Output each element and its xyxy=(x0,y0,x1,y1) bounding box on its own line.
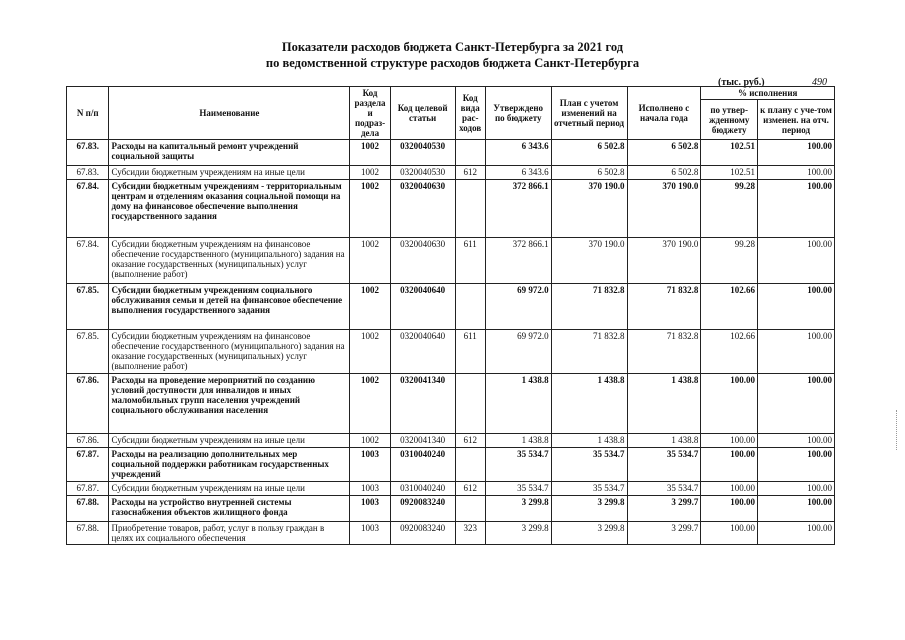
row-type-code xyxy=(455,496,485,522)
row-plan: 35 534.7 xyxy=(551,482,627,496)
row-pct-plan: 100.00 xyxy=(758,330,835,374)
row-name: Расходы на проведение мероприятий по созданию условий доступности для инвалидов и иных маломобильных групп населения учреждений социального обслуживания населения xyxy=(109,374,350,434)
row-pct-plan: 100.00 xyxy=(758,166,835,180)
row-plan: 35 534.7 xyxy=(551,448,627,482)
col-header-pct-plan: к плану с уче-том изменен. на отч. период xyxy=(758,100,835,140)
expenditure-table xyxy=(66,86,835,545)
row-approved: 372 866.1 xyxy=(485,238,551,284)
row-section-code: 1002 xyxy=(350,284,390,330)
row-type-code xyxy=(455,448,485,482)
row-target-code: 0920083240 xyxy=(390,496,455,522)
row-approved: 69 972.0 xyxy=(485,330,551,374)
row-section-code: 1002 xyxy=(350,330,390,374)
row-approved: 3 299.8 xyxy=(485,496,551,522)
row-target-code: 0320041340 xyxy=(390,374,455,434)
row-pct-plan: 100.00 xyxy=(758,140,835,166)
row-target-code: 0310040240 xyxy=(390,482,455,496)
col-header-pct-group: % исполнения xyxy=(701,87,835,100)
row-executed: 6 502.8 xyxy=(627,140,701,166)
row-plan: 1 438.8 xyxy=(551,374,627,434)
row-name: Расходы на капитальный ремонт учреждений социальной защиты xyxy=(109,140,350,166)
table-row xyxy=(67,496,835,522)
row-pct-plan: 100.00 xyxy=(758,482,835,496)
row-section-code: 1003 xyxy=(350,482,390,496)
row-num: 67.83. xyxy=(67,166,109,180)
table-row xyxy=(67,482,835,496)
row-name: Расходы на устройство внутренней системы газоснабжения объектов жилищного фонда xyxy=(109,496,350,522)
scan-artifact xyxy=(896,410,899,450)
document-title-line1: Показатели расходов бюджета Санкт-Петербурга за 2021 год xyxy=(281,40,624,54)
row-num: 67.85. xyxy=(67,284,109,330)
row-num: 67.85. xyxy=(67,330,109,374)
row-type-code: 611 xyxy=(455,330,485,374)
table-row xyxy=(67,374,835,434)
row-num: 67.88. xyxy=(67,522,109,545)
row-pct-plan: 100.00 xyxy=(758,238,835,284)
row-pct-approved: 102.51 xyxy=(701,166,758,180)
col-header-num: N п/п xyxy=(67,87,109,140)
row-num: 67.86. xyxy=(67,374,109,434)
row-pct-approved: 99.28 xyxy=(701,180,758,238)
row-approved: 35 534.7 xyxy=(485,482,551,496)
row-target-code: 0320041340 xyxy=(390,434,455,448)
row-name: Субсидии бюджетным учреждениям на финансовое обеспечение государственного (муниципального) задания на оказание государственных (муниципальных) услуг (выполнение работ) xyxy=(109,330,350,374)
row-executed: 71 832.8 xyxy=(627,284,701,330)
row-pct-approved: 100.00 xyxy=(701,522,758,545)
col-header-executed: Исполнено с начала года xyxy=(627,87,701,140)
row-name: Субсидии бюджетным учреждениям - территориальным центрам и отделениям оказания социальной помощи на дому на финансовое обеспечение выполнения государственного задания xyxy=(109,180,350,238)
col-header-target: Код целевой статьи xyxy=(390,87,455,140)
row-type-code: 323 xyxy=(455,522,485,545)
row-target-code: 0320040640 xyxy=(390,284,455,330)
row-pct-approved: 102.66 xyxy=(701,284,758,330)
row-num: 67.84. xyxy=(67,180,109,238)
row-pct-approved: 102.51 xyxy=(701,140,758,166)
col-header-section: Код раздела и подраз-дела xyxy=(350,87,390,140)
row-approved: 372 866.1 xyxy=(485,180,551,238)
row-approved: 35 534.7 xyxy=(485,448,551,482)
units-label: (тыс. руб.) xyxy=(718,77,765,88)
row-pct-plan: 100.00 xyxy=(758,522,835,545)
row-plan: 71 832.8 xyxy=(551,284,627,330)
row-name: Субсидии бюджетным учреждениям на финансовое обеспечение государственного (муниципального) задания на оказание государственных (муниципальных) услуг (выполнение работ) xyxy=(109,238,350,284)
table-row xyxy=(67,180,835,238)
row-executed: 370 190.0 xyxy=(627,180,701,238)
row-plan: 370 190.0 xyxy=(551,238,627,284)
row-section-code: 1002 xyxy=(350,166,390,180)
row-type-code: 612 xyxy=(455,166,485,180)
row-executed: 3 299.7 xyxy=(627,496,701,522)
row-executed: 35 534.7 xyxy=(627,482,701,496)
table-row xyxy=(67,522,835,545)
page-number: 490 xyxy=(812,77,827,88)
col-header-pct-approved: по утвер-жденному бюджету xyxy=(701,100,758,140)
row-pct-plan: 100.00 xyxy=(758,434,835,448)
row-executed: 370 190.0 xyxy=(627,238,701,284)
row-executed: 1 438.8 xyxy=(627,434,701,448)
row-pct-approved: 100.00 xyxy=(701,434,758,448)
row-section-code: 1003 xyxy=(350,448,390,482)
table-row xyxy=(67,434,835,448)
row-approved: 69 972.0 xyxy=(485,284,551,330)
row-pct-approved: 100.00 xyxy=(701,448,758,482)
row-section-code: 1002 xyxy=(350,238,390,284)
row-pct-approved: 99.28 xyxy=(701,238,758,284)
col-header-name: Наименование xyxy=(109,87,350,140)
row-type-code xyxy=(455,374,485,434)
col-header-approved: Утверждено по бюджету xyxy=(485,87,551,140)
col-header-type: Код вида рас-ходов xyxy=(455,87,485,140)
row-target-code: 0320040630 xyxy=(390,238,455,284)
row-type-code: 612 xyxy=(455,482,485,496)
table-row xyxy=(67,140,835,166)
row-name: Субсидии бюджетным учреждениям социального обслуживания семьи и детей на финансовое обеспечение выполнения государственного задания xyxy=(109,284,350,330)
table-row xyxy=(67,330,835,374)
table-row xyxy=(67,238,835,284)
table-body xyxy=(67,140,835,545)
row-plan: 1 438.8 xyxy=(551,434,627,448)
row-type-code xyxy=(455,140,485,166)
row-plan: 3 299.8 xyxy=(551,496,627,522)
row-num: 67.84. xyxy=(67,238,109,284)
row-name: Субсидии бюджетным учреждениям на иные цели xyxy=(109,434,350,448)
row-num: 67.88. xyxy=(67,496,109,522)
row-num: 67.87. xyxy=(67,482,109,496)
row-num: 67.86. xyxy=(67,434,109,448)
row-target-code: 0320040530 xyxy=(390,140,455,166)
row-plan: 3 299.8 xyxy=(551,522,627,545)
table-row xyxy=(67,284,835,330)
row-num: 67.87. xyxy=(67,448,109,482)
row-section-code: 1002 xyxy=(350,374,390,434)
row-type-code: 611 xyxy=(455,238,485,284)
row-approved: 1 438.8 xyxy=(485,374,551,434)
row-type-code xyxy=(455,284,485,330)
row-plan: 6 502.8 xyxy=(551,166,627,180)
row-target-code: 0920083240 xyxy=(390,522,455,545)
row-pct-plan: 100.00 xyxy=(758,180,835,238)
row-section-code: 1003 xyxy=(350,496,390,522)
row-pct-plan: 100.00 xyxy=(758,496,835,522)
row-target-code: 0320040630 xyxy=(390,180,455,238)
row-section-code: 1002 xyxy=(350,434,390,448)
row-approved: 1 438.8 xyxy=(485,434,551,448)
row-pct-approved: 100.00 xyxy=(701,496,758,522)
row-type-code: 612 xyxy=(455,434,485,448)
table-row xyxy=(67,166,835,180)
row-name: Приобретение товаров, работ, услуг в пользу граждан в целях их социального обеспечения xyxy=(109,522,350,545)
row-pct-approved: 100.00 xyxy=(701,482,758,496)
row-num: 67.83. xyxy=(67,140,109,166)
row-pct-plan: 100.00 xyxy=(758,448,835,482)
row-section-code: 1002 xyxy=(350,140,390,166)
row-approved: 6 343.6 xyxy=(485,166,551,180)
row-plan: 71 832.8 xyxy=(551,330,627,374)
row-approved: 6 343.6 xyxy=(485,140,551,166)
row-pct-plan: 100.00 xyxy=(758,374,835,434)
table-row xyxy=(67,448,835,482)
row-executed: 35 534.7 xyxy=(627,448,701,482)
row-target-code: 0320040530 xyxy=(390,166,455,180)
row-approved: 3 299.8 xyxy=(485,522,551,545)
row-pct-approved: 102.66 xyxy=(701,330,758,374)
row-executed: 6 502.8 xyxy=(627,166,701,180)
row-name: Субсидии бюджетным учреждениям на иные цели xyxy=(109,482,350,496)
row-name: Расходы на реализацию дополнительных мер социальной поддержки работникам государственных учреждений xyxy=(109,448,350,482)
row-section-code: 1002 xyxy=(350,180,390,238)
row-type-code xyxy=(455,180,485,238)
document-title-line2: по ведомственной структуре расходов бюджета Санкт-Петербурга xyxy=(265,56,640,70)
col-header-plan: План с учетом изменений на отчетный период xyxy=(551,87,627,140)
row-target-code: 0320040640 xyxy=(390,330,455,374)
row-pct-approved: 100.00 xyxy=(701,374,758,434)
row-target-code: 0310040240 xyxy=(390,448,455,482)
row-executed: 3 299.7 xyxy=(627,522,701,545)
row-plan: 370 190.0 xyxy=(551,180,627,238)
row-executed: 1 438.8 xyxy=(627,374,701,434)
row-plan: 6 502.8 xyxy=(551,140,627,166)
row-section-code: 1003 xyxy=(350,522,390,545)
row-executed: 71 832.8 xyxy=(627,330,701,374)
row-pct-plan: 100.00 xyxy=(758,284,835,330)
row-name: Субсидии бюджетным учреждениям на иные цели xyxy=(109,166,350,180)
